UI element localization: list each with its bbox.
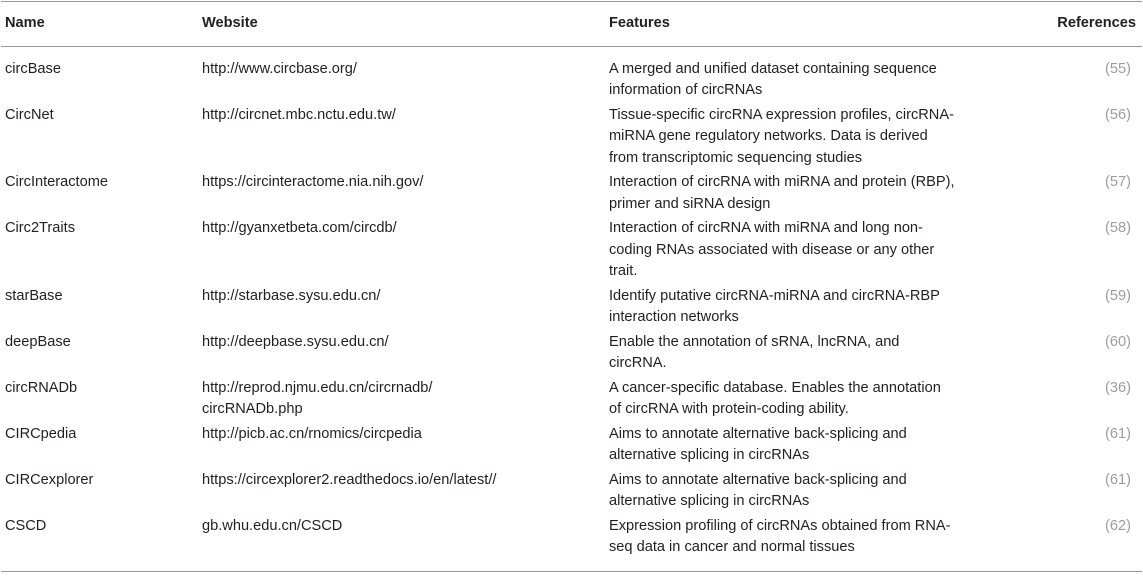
cell-features: Enable the annotation of sRNA, lncRNA, and circRNA.: [609, 333, 900, 371]
reference-number-link[interactable]: 55: [1109, 60, 1127, 77]
cell-name: CIRCexplorer: [5, 471, 94, 488]
header-website: Website: [202, 15, 258, 31]
cell-website[interactable]: http://gyanxetbeta.com/circdb/: [202, 220, 397, 236]
reference-close-paren: ): [1126, 425, 1131, 442]
cell-name: CircInteractome: [5, 174, 108, 190]
reference-number-link[interactable]: 36: [1109, 379, 1127, 396]
reference-open-paren: (: [1105, 174, 1110, 190]
reference-number-link[interactable]: 58: [1109, 220, 1127, 236]
cell-features: Interaction of circRNA with miRNA and long non-coding RNAs associated with disease or any other trait.: [609, 220, 935, 279]
reference-open-paren: (: [1105, 60, 1110, 77]
header-references: References: [1057, 15, 1136, 31]
reference-open-paren: (: [1105, 425, 1110, 442]
cell-website[interactable]: http://reprod.njmu.edu.cn/circrnadb/ circRNADb.php: [202, 379, 433, 417]
cell-reference: [1016, 516, 1142, 572]
table-row: [1, 105, 1142, 173]
table-row: [1, 378, 1142, 424]
cell-reference: [1016, 424, 1142, 470]
table-row: [1, 218, 1142, 286]
cell-features: Identify putative circRNA-miRNA and circRNA-RBP interaction networks: [609, 287, 940, 325]
reference-number-link[interactable]: 59: [1109, 287, 1127, 304]
cell-features: Tissue-specific circRNA expression profiles, circRNA-miRNA gene regulatory networks. Data is derived from transcriptomic sequencing studies: [609, 106, 954, 166]
cell-reference: [1016, 218, 1142, 286]
reference-close-paren: ): [1126, 333, 1131, 350]
cell-reference: [1016, 470, 1142, 516]
table-row: [1, 332, 1142, 378]
table-row: [1, 286, 1142, 332]
reference-close-paren: ): [1126, 220, 1131, 236]
cell-reference: [1016, 105, 1142, 173]
cell-name: circBase: [5, 60, 61, 77]
reference-number-link[interactable]: 56: [1109, 106, 1127, 123]
cell-name: CircNet: [5, 106, 54, 123]
cell-name: starBase: [5, 287, 63, 304]
table-row: [1, 470, 1142, 516]
cell-reference: [1016, 378, 1142, 424]
header-row: [1, 2, 1142, 47]
cell-name: CSCD: [5, 517, 47, 534]
cell-features: Aims to annotate alternative back-splicing and alternative splicing in circRNAs: [609, 425, 907, 463]
cell-website[interactable]: http://starbase.sysu.edu.cn/: [202, 287, 381, 304]
cell-website[interactable]: https://circinteractome.nia.nih.gov/: [202, 174, 424, 190]
reference-open-paren: (: [1105, 333, 1110, 350]
cell-features: Aims to annotate alternative back-splicing and alternative splicing in circRNAs: [609, 471, 907, 509]
reference-close-paren: ): [1126, 517, 1131, 534]
header-name: Name: [5, 15, 45, 31]
cell-name: CIRCpedia: [5, 425, 77, 442]
table-header: [1, 2, 1142, 47]
cell-reference: [1016, 332, 1142, 378]
reference-number-link[interactable]: 62: [1109, 517, 1127, 534]
cell-reference: [1016, 46, 1142, 105]
reference-open-paren: (: [1105, 287, 1110, 304]
reference-open-paren: (: [1105, 471, 1110, 488]
cell-website[interactable]: http://picb.ac.cn/rnomics/circpedia: [202, 425, 422, 442]
cell-name: deepBase: [5, 333, 71, 350]
reference-close-paren: ): [1126, 379, 1131, 396]
table-row: [1, 172, 1142, 218]
table-row: [1, 424, 1142, 470]
cell-website[interactable]: gb.whu.edu.cn/CSCD: [202, 517, 343, 534]
reference-close-paren: ): [1126, 287, 1131, 304]
cell-website[interactable]: https://circexplorer2.readthedocs.io/en/latest//: [202, 471, 497, 488]
cell-website[interactable]: http://deepbase.sysu.edu.cn/: [202, 333, 389, 350]
reference-close-paren: ): [1126, 106, 1131, 123]
cell-features: A merged and unified dataset containing sequence information of circRNAs: [609, 60, 937, 98]
cell-website[interactable]: http://www.circbase.org/: [202, 60, 357, 77]
reference-number-link[interactable]: 60: [1109, 333, 1127, 350]
reference-open-paren: (: [1105, 220, 1110, 236]
reference-open-paren: (: [1105, 106, 1110, 123]
cell-reference: [1016, 286, 1142, 332]
cell-name: circRNADb: [5, 379, 78, 396]
table-row: [1, 46, 1142, 105]
reference-close-paren: ): [1126, 471, 1131, 488]
reference-number-link[interactable]: 61: [1109, 471, 1127, 488]
cell-features: A cancer-specific database. Enables the annotation of circRNA with protein-coding ability.: [609, 379, 941, 417]
reference-open-paren: (: [1105, 379, 1110, 396]
reference-number-link[interactable]: 57: [1109, 174, 1127, 190]
cell-features: Interaction of circRNA with miRNA and protein (RBP), primer and siRNA design: [609, 174, 955, 212]
reference-number-link[interactable]: 61: [1109, 425, 1127, 442]
cell-name: Circ2Traits: [5, 220, 75, 236]
cell-reference: [1016, 172, 1142, 218]
reference-close-paren: ): [1126, 174, 1131, 190]
cell-website[interactable]: http://circnet.mbc.nctu.edu.tw/: [202, 106, 396, 123]
header-features: Features: [609, 15, 670, 31]
table-body: [1, 46, 1142, 571]
reference-close-paren: ): [1126, 60, 1131, 77]
circrna-database-table: [1, 1, 1142, 572]
reference-open-paren: (: [1105, 517, 1110, 534]
cell-features: Expression profiling of circRNAs obtained from RNA-seq data in cancer and normal tissues: [609, 517, 951, 555]
table-row: [1, 516, 1142, 572]
